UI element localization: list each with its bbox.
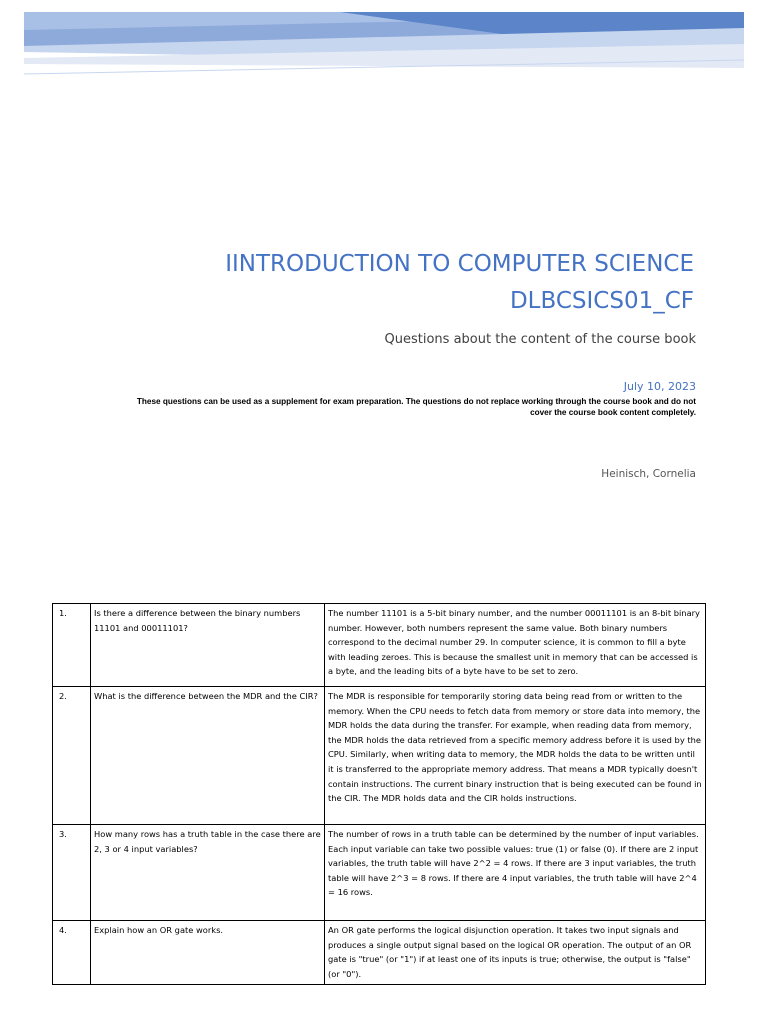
table-row bbox=[53, 604, 706, 687]
question-number: 4. bbox=[53, 921, 91, 985]
question-number: 2. bbox=[53, 687, 91, 825]
table-row bbox=[53, 825, 706, 921]
table-row bbox=[53, 687, 706, 825]
question-text: What is the difference between the MDR and the CIR? bbox=[91, 687, 325, 825]
author-name: Heinisch, Cornelia bbox=[601, 468, 696, 480]
question-number: 3. bbox=[53, 825, 91, 921]
abstract-note: These questions can be used as a supplement for exam preparation. The questions do not replace working through the course book and do not cover the course book content completely. bbox=[136, 397, 696, 417]
document-title: IINTRODUCTION TO COMPUTER SCIENCE bbox=[225, 251, 694, 277]
publication-date: July 10, 2023 bbox=[623, 380, 696, 393]
answer-text: The MDR is responsible for temporarily storing data being read from or written to the memory. When the CPU needs to fetch data from memory or store data into memory, the MDR holds the data during the transfer. For example, when reading data from memory, the MDR holds the data retrieved from a specific memory address before it is used by the CPU. Similarly, when writing data to memory, the MDR holds the data to be written until it is transferred to the appropriate memory address. That means a MDR typically doesn't contain instructions. The current binary instruction that is being executed can be found in the CIR. The MDR holds data and the CIR holds instructions. bbox=[325, 687, 706, 825]
question-number: 1. bbox=[53, 604, 91, 687]
answer-text: An OR gate performs the logical disjunction operation. It takes two input signals and produces a single output signal based on the logical OR operation. The output of an OR gate is "true" (or "1") if at least one of its inputs is true; otherwise, the output is "false" (or "0"). bbox=[325, 921, 706, 985]
document-subtitle: Questions about the content of the course book bbox=[384, 332, 696, 347]
question-text: How many rows has a truth table in the case there are 2, 3 or 4 input variables? bbox=[91, 825, 325, 921]
question-text: Is there a difference between the binary numbers 11101 and 00011101? bbox=[91, 604, 325, 687]
questions-table bbox=[52, 603, 706, 985]
answer-text: The number of rows in a truth table can be determined by the number of input variables. Each input variable can take two possible values: true (1) or false (0). If there are 2 input variables, the truth table will have 2^2 = 4 rows. If there are 3 input variables, the truth table will have 2^3 = 8 rows. If there are 4 input variables, the truth table will have 2^4 = 16 rows. bbox=[325, 825, 706, 921]
header-decoration bbox=[0, 0, 768, 80]
course-code: DLBCSICS01_CF bbox=[509, 288, 694, 314]
table-row bbox=[53, 921, 706, 985]
answer-text: The number 11101 is a 5-bit binary number, and the number 00011101 is an 8-bit binary number. However, both numbers represent the same value. Both binary numbers correspond to the decimal number 29. In computer science, it is common to fill a byte with leading zeroes. This is because the smallest unit in memory that can be accessed is a byte, and the leading bits of a byte have to be set to zero. bbox=[325, 604, 706, 687]
question-text: Explain how an OR gate works. bbox=[91, 921, 325, 985]
